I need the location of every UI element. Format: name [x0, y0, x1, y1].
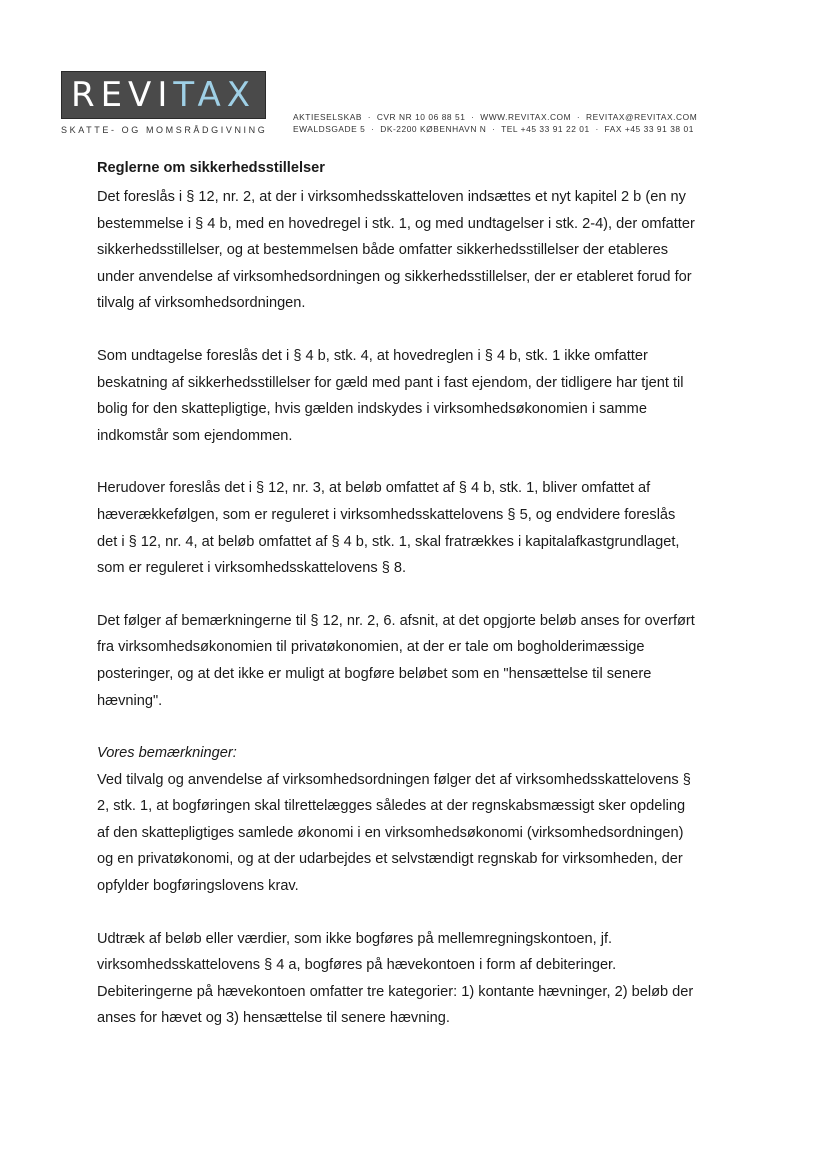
paragraph-5	[97, 767, 727, 900]
paragraph-line: posteringer, og at det ikke er muligt at bogføre beløbet som en "hensættelse til senere	[97, 665, 652, 682]
paragraph-3	[97, 475, 727, 581]
paragraph-line: beskatning af sikkerhedsstillelser for gæld med pant i fast ejendom, der tidligere har tjent til	[97, 374, 684, 391]
paragraph-line: hæverækkefølgen, som er reguleret i virksomhedsskattelovens § 5, og endvidere foreslås	[97, 506, 676, 523]
letter-body	[97, 158, 727, 1032]
paragraph-line: det i § 12, nr. 4, at beløb omfattet af § 4 b, stk. 1, skal fratrækkes i kapitalafkastgrundlaget,	[97, 533, 680, 550]
paragraph-line: Debiteringerne på hævekontoen omfatter tre kategorier: 1) kontante hævninger, 2) beløb der	[97, 983, 694, 1000]
paragraph-line: anses for hævet og 3) hensættelse til senere hævning.	[97, 1010, 450, 1027]
paragraph-line: Herudover foreslås det i § 12, nr. 3, at beløb omfattet af § 4 b, stk. 1, bliver omfattet af	[97, 480, 651, 497]
company-info-line-2: EWALDSGADE 5 · DK-2200 KØBENHAVN N · TEL +45 33 91 22 01 · FAX +45 33 91 38 01	[293, 124, 694, 134]
paragraph-line: af den skattepligtiges samlede økonomi i en virksomhedsøkonomi (virksomhedsordningen)	[97, 824, 684, 841]
paragraph-line: Ved tilvalg og anvendelse af virksomhedsordningen følger det af virksomhedsskattelovens §	[97, 771, 691, 788]
paragraph-line: sikkerhedsstillelser, og at bestemmelsen både omfatter sikkerhedsstillelser der etableres	[97, 242, 669, 259]
paragraph-4	[97, 608, 727, 714]
paragraph-line: tilvalg af virksomhedsordningen.	[97, 295, 306, 312]
section-heading: Reglerne om sikkerhedsstillelser	[97, 160, 325, 176]
paragraph-line: indkomstår som ejendommen.	[97, 427, 293, 444]
logo-text	[70, 75, 257, 115]
paragraph-line: og en privatøkonomi, og at der udarbejdes et selvstændigt regnskab for virksomheden, der	[97, 851, 683, 868]
revitax-logo	[61, 71, 266, 119]
paragraph-line: Det foreslås i § 12, nr. 2, at der i virksomhedsskatteloven indsættes et nyt kapitel 2 b (en ny	[97, 189, 686, 205]
company-info-line-1: AKTIESELSKAB · CVR NR 10 06 88 51 · WWW.REVITAX.COM · REVITAX@REVITAX.COM	[293, 112, 698, 122]
logo-part-tax: TAX	[173, 75, 257, 115]
paragraph-line: Udtræk af beløb eller værdier, som ikke bogføres på mellemregningskontoen, jf.	[97, 930, 613, 947]
company-tagline: SKATTE- OG MOMSRÅDGIVNING	[61, 125, 268, 135]
paragraph-1	[97, 184, 727, 317]
paragraph-line: som er reguleret i virksomhedsskattelovens § 8.	[97, 560, 407, 577]
paragraph-2	[97, 343, 727, 449]
paragraph-6	[97, 926, 727, 1032]
paragraph-line: 2, stk. 1, at bogføringen skal tilrettelægges således at der regnskabsmæssigt sker opdeling	[97, 798, 686, 815]
paragraph-line: fra virksomhedsøkonomien til privatøkonomien, at der er tale om bogholderimæssige	[97, 639, 645, 656]
paragraph-line: under anvendelse af virksomhedsordningen og sikkerhedsstillelser, der er etableret forud for	[97, 268, 692, 285]
subheading: Vores bemærkninger:	[97, 745, 237, 762]
paragraph-line: bolig for den skattepligtige, hvis gælden indskydes i virksomhedsøkonomien i samme	[97, 401, 647, 418]
paragraph-line: virksomhedsskattelovens § 4 a, bogføres på hævekontoen i form af debiteringer.	[97, 957, 617, 974]
paragraph-line: Det følger af bemærkningerne til § 12, nr. 2, 6. afsnit, at det opgjorte beløb anses for overført	[97, 612, 695, 629]
company-info	[293, 111, 763, 135]
paragraph-line: opfylder bogføringslovens krav.	[97, 878, 299, 895]
paragraph-line: bestemmelse i § 4 b, med en hovedregel i stk. 1, og med undtagelser i stk. 2-4), der omfatter	[97, 215, 695, 232]
paragraph-line: hævning".	[97, 692, 163, 709]
logo-part-revi: REVI	[70, 75, 174, 115]
paragraph-line: Som undtagelse foreslås det i § 4 b, stk. 4, at hovedreglen i § 4 b, stk. 1 ikke omfatter	[97, 347, 648, 364]
